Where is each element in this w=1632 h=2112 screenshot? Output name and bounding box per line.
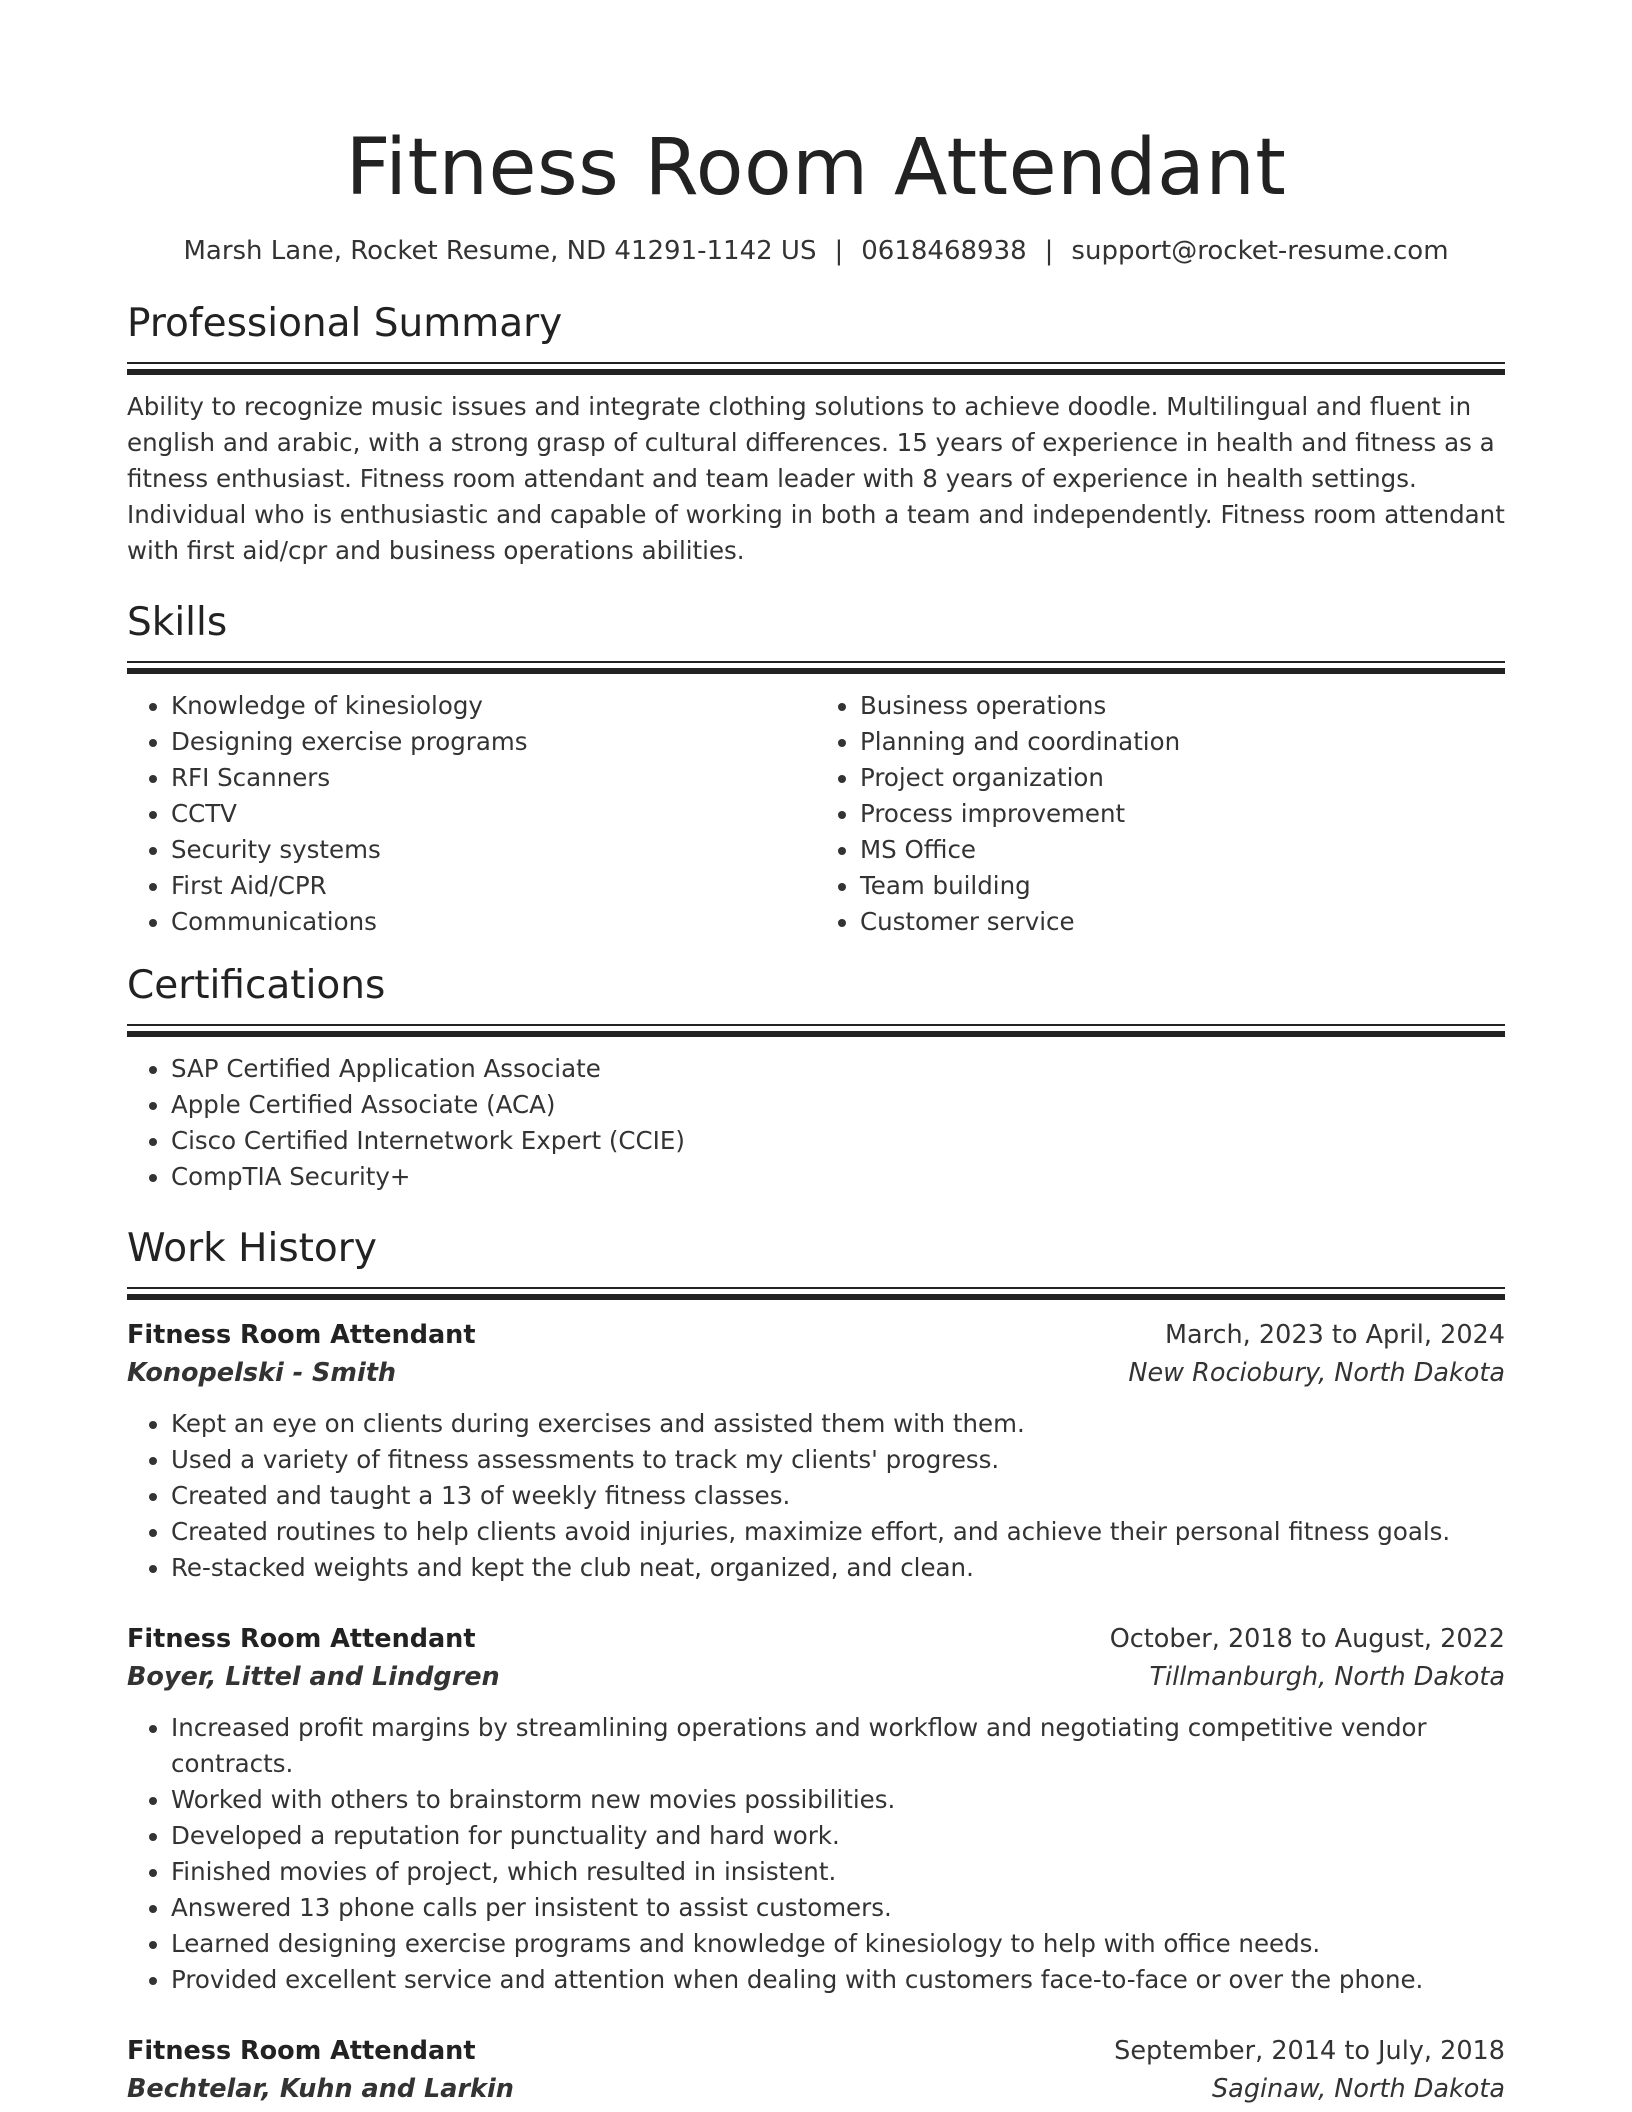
- skill-item: • Communications: [171, 904, 816, 940]
- skill-item: • RFI Scanners: [171, 760, 816, 796]
- certification-item: • CompTIA Security+: [171, 1159, 1505, 1195]
- skill-item: • CCTV: [171, 796, 816, 832]
- contact-line: [127, 234, 1505, 268]
- job-header-row: [127, 1316, 1505, 1354]
- section-divider: [127, 1287, 1505, 1289]
- skill-item: • Team building: [860, 868, 1505, 904]
- summary-heading: Professional Summary: [127, 301, 563, 346]
- job-bullet: • Re-stacked weights and kept the club neat, organized, and clean.: [171, 1550, 1505, 1586]
- job-bullet: • Finished movies of project, which resulted in insistent.: [171, 1854, 1505, 1890]
- job-bullet-list: [127, 1710, 1505, 1998]
- section-divider-thick: [127, 668, 1505, 674]
- job-bullet: • Kept an eye on clients during exercises and assisted them with them.: [171, 1406, 1505, 1442]
- job-location: Tillmanburgh, North Dakota: [1149, 1662, 1505, 1692]
- summary-text: Ability to recognize music issues and integrate clothing solutions to achieve doodle. Multilingual and fluent in english and arabic, with a strong grasp of cultural differences. 15 years of experience in health and fitness as a fitness enthusiast. Fitness room attendant and team leader with 8 years of experience in health settings. Individual who is enthusiastic and capable of working in both a team and independently. Fitness room attendant with first aid/cpr and business operations abilities.: [127, 392, 1505, 565]
- contact-email: support@rocket-resume.com: [1071, 236, 1449, 266]
- job-header-row: [127, 1620, 1505, 1658]
- job-role: Fitness Room Attendant: [127, 2036, 476, 2066]
- skill-item: • Business operations: [860, 688, 1505, 724]
- job-bullet: • Used a variety of fitness assessments to track my clients' progress.: [171, 1442, 1505, 1478]
- skills-grid: [127, 688, 1505, 940]
- job-dates: October, 2018 to August, 2022: [1109, 1624, 1505, 1654]
- job-bullet: • Provided excellent service and attention when dealing with customers face-to-face or over the phone.: [171, 1962, 1505, 1998]
- section-divider: [127, 661, 1505, 663]
- job-bullet: • Learned designing exercise programs and knowledge of kinesiology to help with office needs.: [171, 1926, 1505, 1962]
- section-divider: [127, 362, 1505, 364]
- section-divider-thick: [127, 1031, 1505, 1037]
- job-entry: [127, 1316, 1505, 1586]
- skill-item: • Planning and coordination: [860, 724, 1505, 760]
- page-title: Fitness Room Attendant: [345, 123, 1287, 213]
- job-bullet: • Worked with others to brainstorm new movies possibilities.: [171, 1782, 1505, 1818]
- skills-heading: Skills: [127, 600, 228, 645]
- skill-item: • Project organization: [860, 760, 1505, 796]
- skill-item: • Security systems: [171, 832, 816, 868]
- job-subheader-row: [127, 1658, 1505, 1696]
- certification-item: • Apple Certified Associate (ACA): [171, 1087, 1505, 1123]
- job-company: Boyer, Littel and Lindgren: [127, 1662, 500, 1692]
- skill-item: • Knowledge of kinesiology: [171, 688, 816, 724]
- job-bullet-list: [127, 1406, 1505, 1586]
- job-subheader-row: [127, 1354, 1505, 1392]
- skill-item: • Process improvement: [860, 796, 1505, 832]
- section-divider-thick: [127, 1294, 1505, 1300]
- skill-item: • Designing exercise programs: [171, 724, 816, 760]
- skills-list-right: [816, 688, 1505, 940]
- certification-item: • SAP Certified Application Associate: [171, 1051, 1505, 1087]
- work-history-heading: Work History: [127, 1226, 377, 1271]
- job-bullet: • Increased profit margins by streamlining operations and workflow and negotiating competitive vendor contracts.: [171, 1710, 1505, 1782]
- job-location: Saginaw, North Dakota: [1212, 2074, 1505, 2104]
- certifications-heading: Certifications: [127, 963, 386, 1008]
- job-company: Konopelski - Smith: [127, 1358, 397, 1388]
- job-bullet: • Answered 13 phone calls per insistent to assist customers.: [171, 1890, 1505, 1926]
- job-bullet: • Developed a reputation for punctuality and hard work.: [171, 1818, 1505, 1854]
- job-entry: [127, 1620, 1505, 1998]
- contact-address: Marsh Lane, Rocket Resume, ND 41291-1142 US: [183, 236, 817, 266]
- job-company: Bechtelar, Kuhn and Larkin: [127, 2074, 514, 2104]
- skill-item: • MS Office: [860, 832, 1505, 868]
- job-dates: September, 2014 to July, 2018: [1114, 2036, 1505, 2066]
- section-divider-thick: [127, 369, 1505, 375]
- skill-item: • Customer service: [860, 904, 1505, 940]
- job-entry: [127, 2032, 1505, 2108]
- job-dates: March, 2023 to April, 2024: [1164, 1320, 1505, 1350]
- job-role: Fitness Room Attendant: [127, 1320, 476, 1350]
- job-location: New Rociobury, North Dakota: [1128, 1358, 1505, 1388]
- job-role: Fitness Room Attendant: [127, 1624, 476, 1654]
- section-divider: [127, 1024, 1505, 1026]
- certifications-section: [127, 960, 1505, 1195]
- skills-list-left: [127, 688, 816, 940]
- job-bullet: • Created and taught a 13 of weekly fitness classes.: [171, 1478, 1505, 1514]
- skill-item: • First Aid/CPR: [171, 868, 816, 904]
- job-header-row: [127, 2032, 1505, 2070]
- job-bullet: • Created routines to help clients avoid injuries, maximize effort, and achieve their personal fitness goals.: [171, 1514, 1505, 1550]
- certification-item: • Cisco Certified Internetwork Expert (CCIE): [171, 1123, 1505, 1159]
- contact-separator: |: [1044, 236, 1054, 266]
- contact-separator: |: [834, 236, 844, 266]
- certifications-list: [127, 1051, 1505, 1195]
- contact-phone: 0618468938: [861, 236, 1027, 266]
- work-history-section: [127, 1223, 1505, 2108]
- job-subheader-row: [127, 2070, 1505, 2108]
- summary-section: [127, 298, 1505, 569]
- skills-section: [127, 597, 1505, 940]
